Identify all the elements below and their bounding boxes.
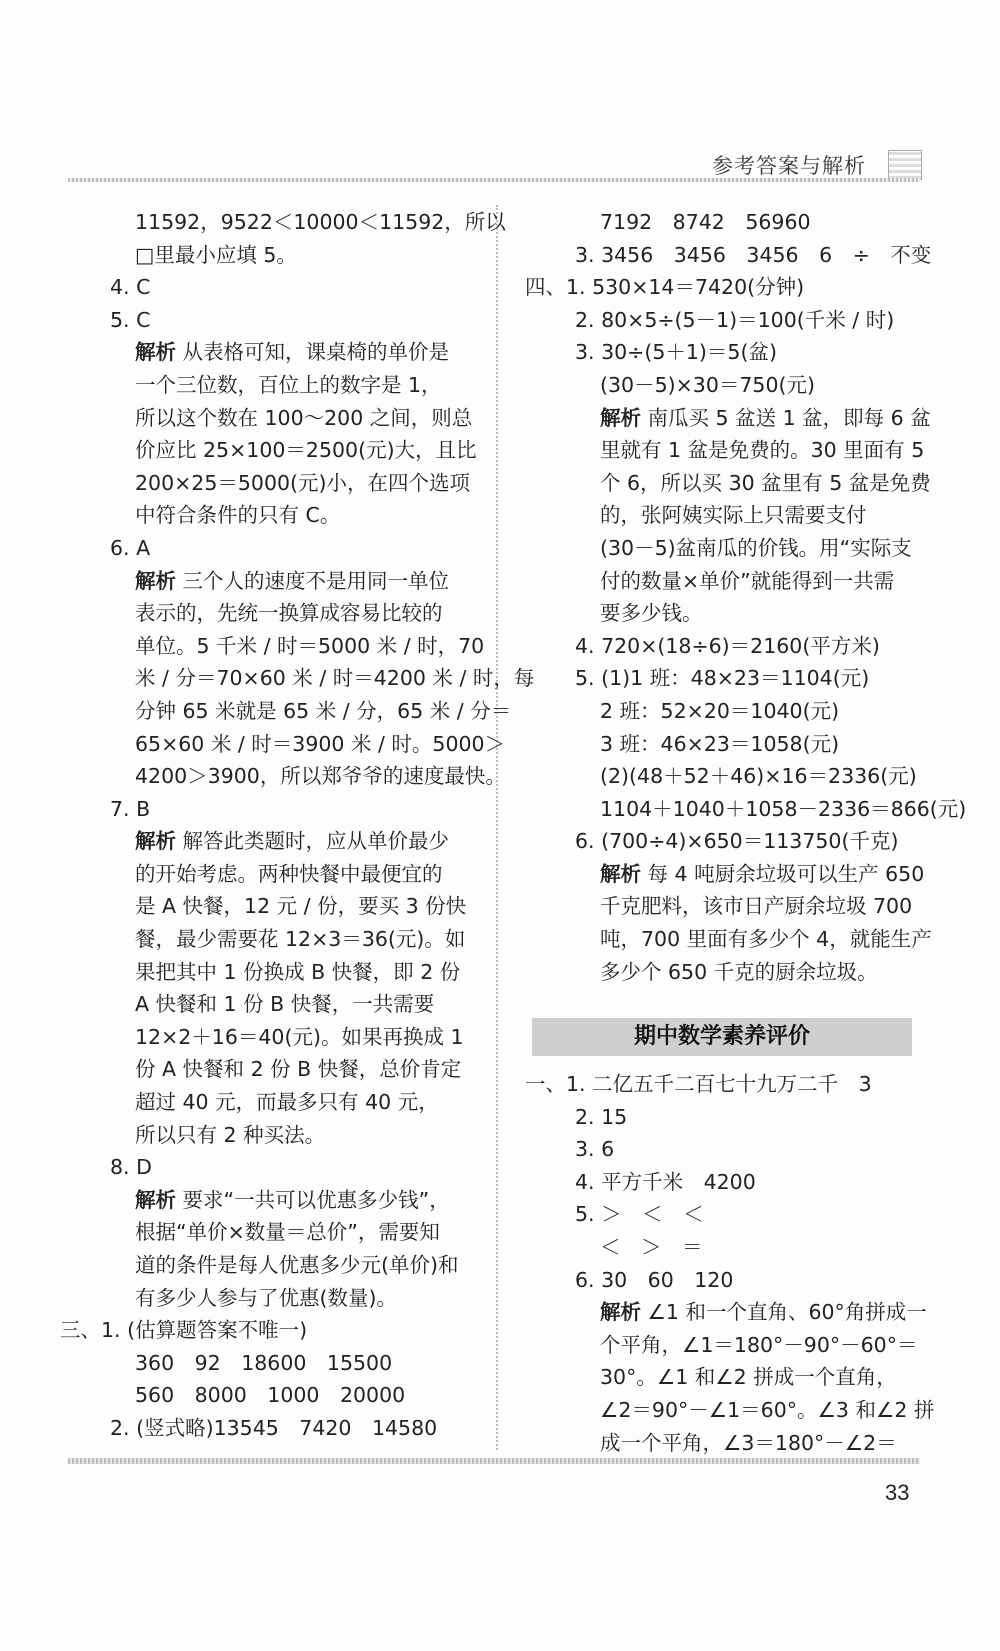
answer-line [525, 402, 931, 435]
answer-text: 要求“一共可以优惠多少钱”， [176, 1187, 450, 1212]
answer-text: 65×60 米 / 时＝3900 米 / 时。5000＞ [135, 731, 506, 756]
page-number: 33 [885, 1480, 910, 1505]
answer-line [60, 499, 490, 532]
answer-text: 一、1. 二亿五千二百七十九万二千 3 [525, 1072, 872, 1096]
answer-text: 是 A 快餐，12 元 / 份，要买 3 份快 [135, 894, 467, 919]
answer-line [525, 825, 925, 858]
answer-line [60, 662, 535, 695]
answer-text: 要多少钱。 [600, 601, 703, 626]
answer-line [525, 239, 932, 272]
answer-text: ∠2＝90°－∠1＝60°。∠3 和∠2 拼 [600, 1397, 935, 1422]
answer-text: 的开始考虑。两种快餐中最便宜的 [135, 861, 443, 886]
answer-text: 2. (竖式略)13545 7420 14580 [110, 1415, 438, 1440]
answer-text: 从表格可知，课桌椅的单价是 [176, 340, 450, 365]
answer-line [60, 1347, 490, 1380]
answer-text: 6. (700÷4)×650＝113750(千克) [575, 829, 899, 854]
answer-line [525, 793, 967, 826]
analysis-label: 解析 [600, 405, 641, 430]
answer-text: ＜ ＞ ＝ [600, 1234, 703, 1259]
answer-text: 3 班：46×23＝1058(元) [600, 731, 840, 756]
answer-text: 3. 3456 3456 3456 6 ÷ 不变 [575, 242, 932, 267]
answer-line [60, 369, 490, 402]
answer-text: (30－5)×30＝750(元) [600, 372, 816, 397]
answer-line [60, 695, 512, 728]
answer-line [60, 597, 490, 630]
answer-text: 2 班：52×20＝1040(元) [600, 698, 840, 723]
answer-line [60, 1216, 490, 1249]
answer-line [525, 923, 932, 956]
answer-line [60, 1119, 490, 1152]
answer-line [525, 1068, 925, 1101]
answer-line [60, 728, 506, 761]
answer-line [525, 630, 925, 663]
answer-line [60, 1021, 490, 1054]
answer-text: 7192 8742 56960 [600, 210, 811, 234]
answer-line [60, 239, 490, 272]
answer-line [60, 402, 490, 435]
answer-text: 果把其中 1 份换成 B 快餐，即 2 份 [135, 959, 461, 984]
answer-line [60, 1282, 490, 1315]
answer-text: 有多少人参与了优惠(数量)。 [135, 1285, 397, 1310]
answer-text: 7. B [110, 796, 151, 821]
answer-line [525, 597, 925, 630]
answer-line [60, 793, 490, 826]
answer-text: 4. 平方千米 4200 [575, 1169, 756, 1194]
answer-line [525, 499, 925, 532]
answer-text: 所以只有 2 种买法。 [135, 1122, 326, 1147]
answer-line [60, 1379, 490, 1412]
answer-text: 成一个平角，∠3＝180°－∠2＝ [600, 1430, 897, 1455]
answer-line [525, 1296, 925, 1329]
answer-line [525, 206, 925, 239]
answer-line [60, 532, 490, 565]
answer-line [525, 890, 925, 923]
column-divider [496, 205, 498, 1450]
answer-line [60, 1053, 490, 1086]
answer-text: ∠1 和一个直角、60°角拼成一 [641, 1300, 927, 1325]
answer-text: 根据“单价×数量＝总价”，需要知 [135, 1220, 440, 1245]
answer-text: 5. C [110, 307, 151, 332]
analysis-label: 解析 [600, 1300, 641, 1325]
answer-line [60, 1249, 490, 1282]
answer-text: 单位。5 千米 / 时＝5000 米 / 时，70 [135, 633, 485, 658]
answer-line [525, 1361, 925, 1394]
answer-line [60, 825, 490, 858]
answer-line [525, 760, 925, 793]
answer-line [525, 1166, 925, 1199]
answer-text: 2. 15 [575, 1104, 628, 1129]
answer-text: 4. 720×(18÷6)＝2160(平方米) [575, 633, 880, 658]
answer-text: 分钟 65 米就是 65 米 / 分，65 米 / 分＝ [135, 698, 512, 723]
answer-text: 每 4 吨厨余垃圾可以生产 650 [641, 861, 925, 886]
answer-text: 价应比 25×100＝2500(元)大，且比 [135, 438, 477, 463]
header-rule [68, 178, 920, 182]
analysis-label: 解析 [135, 829, 176, 854]
answer-text: 6. A [110, 535, 151, 560]
answer-text: 千克肥料，该市日产厨余垃圾 700 [600, 894, 913, 919]
answer-line [525, 662, 925, 695]
answer-text: 8. D [110, 1155, 152, 1180]
answer-text: 个平角，∠1＝180°－90°－60°＝ [600, 1332, 918, 1357]
section-title-banner: 期中数学素养评价 [532, 1018, 912, 1056]
answer-line [60, 206, 506, 239]
right-column-bottom [525, 1068, 935, 1459]
answer-line [525, 467, 931, 500]
answer-text: 个 6，所以买 30 盆里有 5 盆是免费 [600, 470, 931, 495]
answer-text: 份 A 快餐和 2 份 B 快餐，总价肯定 [135, 1057, 462, 1082]
answer-line [60, 988, 490, 1021]
answer-text: 南瓜买 5 盆送 1 盆，即每 6 盆 [641, 405, 931, 430]
answer-line [60, 336, 490, 369]
answer-text: 360 92 18600 15500 [135, 1350, 393, 1375]
answer-text: 30°。∠1 和∠2 拼成一个直角， [600, 1365, 897, 1390]
answer-line [60, 760, 506, 793]
answer-line [525, 858, 925, 891]
answer-line [525, 532, 925, 565]
answer-line [525, 565, 925, 598]
answer-text: 5. ＞ ＜ ＜ [575, 1202, 704, 1227]
answer-line [60, 434, 490, 467]
answer-line [525, 728, 925, 761]
answer-line [525, 956, 925, 989]
answer-text: 四、1. 530×14＝7420(分钟) [525, 275, 805, 300]
answer-line [60, 467, 490, 500]
analysis-label: 解析 [135, 340, 176, 365]
answer-text: 多少个 650 千克的厨余垃圾。 [600, 959, 878, 984]
answer-text: 3. 6 [575, 1137, 615, 1162]
answer-text: 表示的，先统一换算成容易比较的 [135, 601, 443, 626]
answer-line [60, 956, 490, 989]
answer-text: 中符合条件的只有 C。 [135, 503, 341, 528]
answer-text: 200×25＝5000(元)小，在四个选项 [135, 470, 471, 495]
answer-text: 餐，最少需要花 12×3＝36(元)。如 [135, 927, 466, 952]
answer-line [60, 1412, 490, 1445]
answer-text: 1104＋1040＋1058－2336＝866(元) [600, 796, 967, 821]
header-title: 参考答案与解析 [712, 154, 866, 178]
analysis-label: 解析 [135, 1187, 176, 1212]
answer-text: □里最小应填 5。 [135, 242, 297, 267]
analysis-label: 解析 [135, 568, 176, 593]
answer-text: 4. C [110, 275, 151, 300]
answer-text: 超过 40 元，而最多只有 40 元， [135, 1090, 439, 1115]
answer-text: 3. 30÷(5＋1)＝5(盆) [575, 340, 777, 365]
answer-line [525, 1231, 925, 1264]
answer-line [60, 1314, 490, 1347]
answer-line [60, 858, 490, 891]
answer-text: (30－5)盆南瓜的价钱。用“实际支 [600, 535, 912, 560]
answer-line [525, 434, 925, 467]
answer-text: 11592，9522＜10000＜11592，所以 [135, 210, 506, 234]
left-column [60, 206, 535, 1445]
analysis-label: 解析 [600, 861, 641, 886]
answer-text: 6. 30 60 120 [575, 1267, 734, 1292]
answer-text: 三、1. (估算题答案不唯一) [60, 1318, 308, 1343]
answer-line [60, 1086, 490, 1119]
answer-line [525, 1427, 925, 1460]
answer-line [525, 1264, 925, 1297]
answer-line [525, 304, 925, 337]
answer-line [60, 923, 490, 956]
answer-line [525, 1198, 925, 1231]
answer-line [525, 1394, 935, 1427]
answer-text: 560 8000 1000 20000 [135, 1383, 406, 1408]
answer-text: 三个人的速度不是用同一单位 [176, 568, 450, 593]
answer-text: 4200＞3900，所以郑爷爷的速度最快。 [135, 764, 506, 789]
answer-text: 里就有 1 盆是免费的。30 里面有 5 [600, 438, 925, 463]
answer-line [60, 890, 490, 923]
answer-text: 米 / 分＝70×60 米 / 时＝4200 米 / 时，每 [135, 666, 535, 691]
answer-text: 12×2＋16＝40(元)。如果再换成 1 [135, 1024, 464, 1049]
answer-text: (2)(48＋52＋46)×16＝2336(元) [600, 764, 917, 789]
answer-line [60, 565, 490, 598]
answer-text: 解答此类题时，应从单价最少 [176, 829, 450, 854]
answer-line [525, 695, 925, 728]
answer-line [525, 369, 925, 402]
answer-text: 吨，700 里面有多少个 4，就能生产 [600, 927, 932, 952]
answer-line [525, 336, 925, 369]
answer-text: 一个三位数，百位上的数字是 1， [135, 372, 442, 397]
answer-line [525, 271, 925, 304]
answer-text: 2. 80×5÷(5－1)＝100(千米 / 时) [575, 307, 895, 332]
answer-text: 所以这个数在 100～200 之间，则总 [135, 405, 473, 430]
answer-line [60, 1151, 490, 1184]
answer-line [60, 304, 490, 337]
answer-line [60, 271, 490, 304]
book-pattern-icon [888, 150, 922, 180]
answer-text: 付的数量×单价”就能得到一共需 [600, 568, 895, 593]
right-column-top [525, 206, 967, 988]
answer-text: 的，张阿姨实际上只需要支付 [600, 503, 867, 528]
answer-line [525, 1329, 925, 1362]
answer-text: 5. (1)1 班：48×23＝1104(元) [575, 666, 870, 691]
answer-line [60, 1184, 490, 1217]
answer-line [525, 1101, 925, 1134]
answer-text: A 快餐和 1 份 B 快餐，一共需要 [135, 992, 435, 1017]
answer-text: 道的条件是每人优惠多少元(单价)和 [135, 1253, 459, 1277]
footer-rule [68, 1458, 920, 1464]
answer-line [525, 1133, 925, 1166]
answer-line [60, 630, 490, 663]
